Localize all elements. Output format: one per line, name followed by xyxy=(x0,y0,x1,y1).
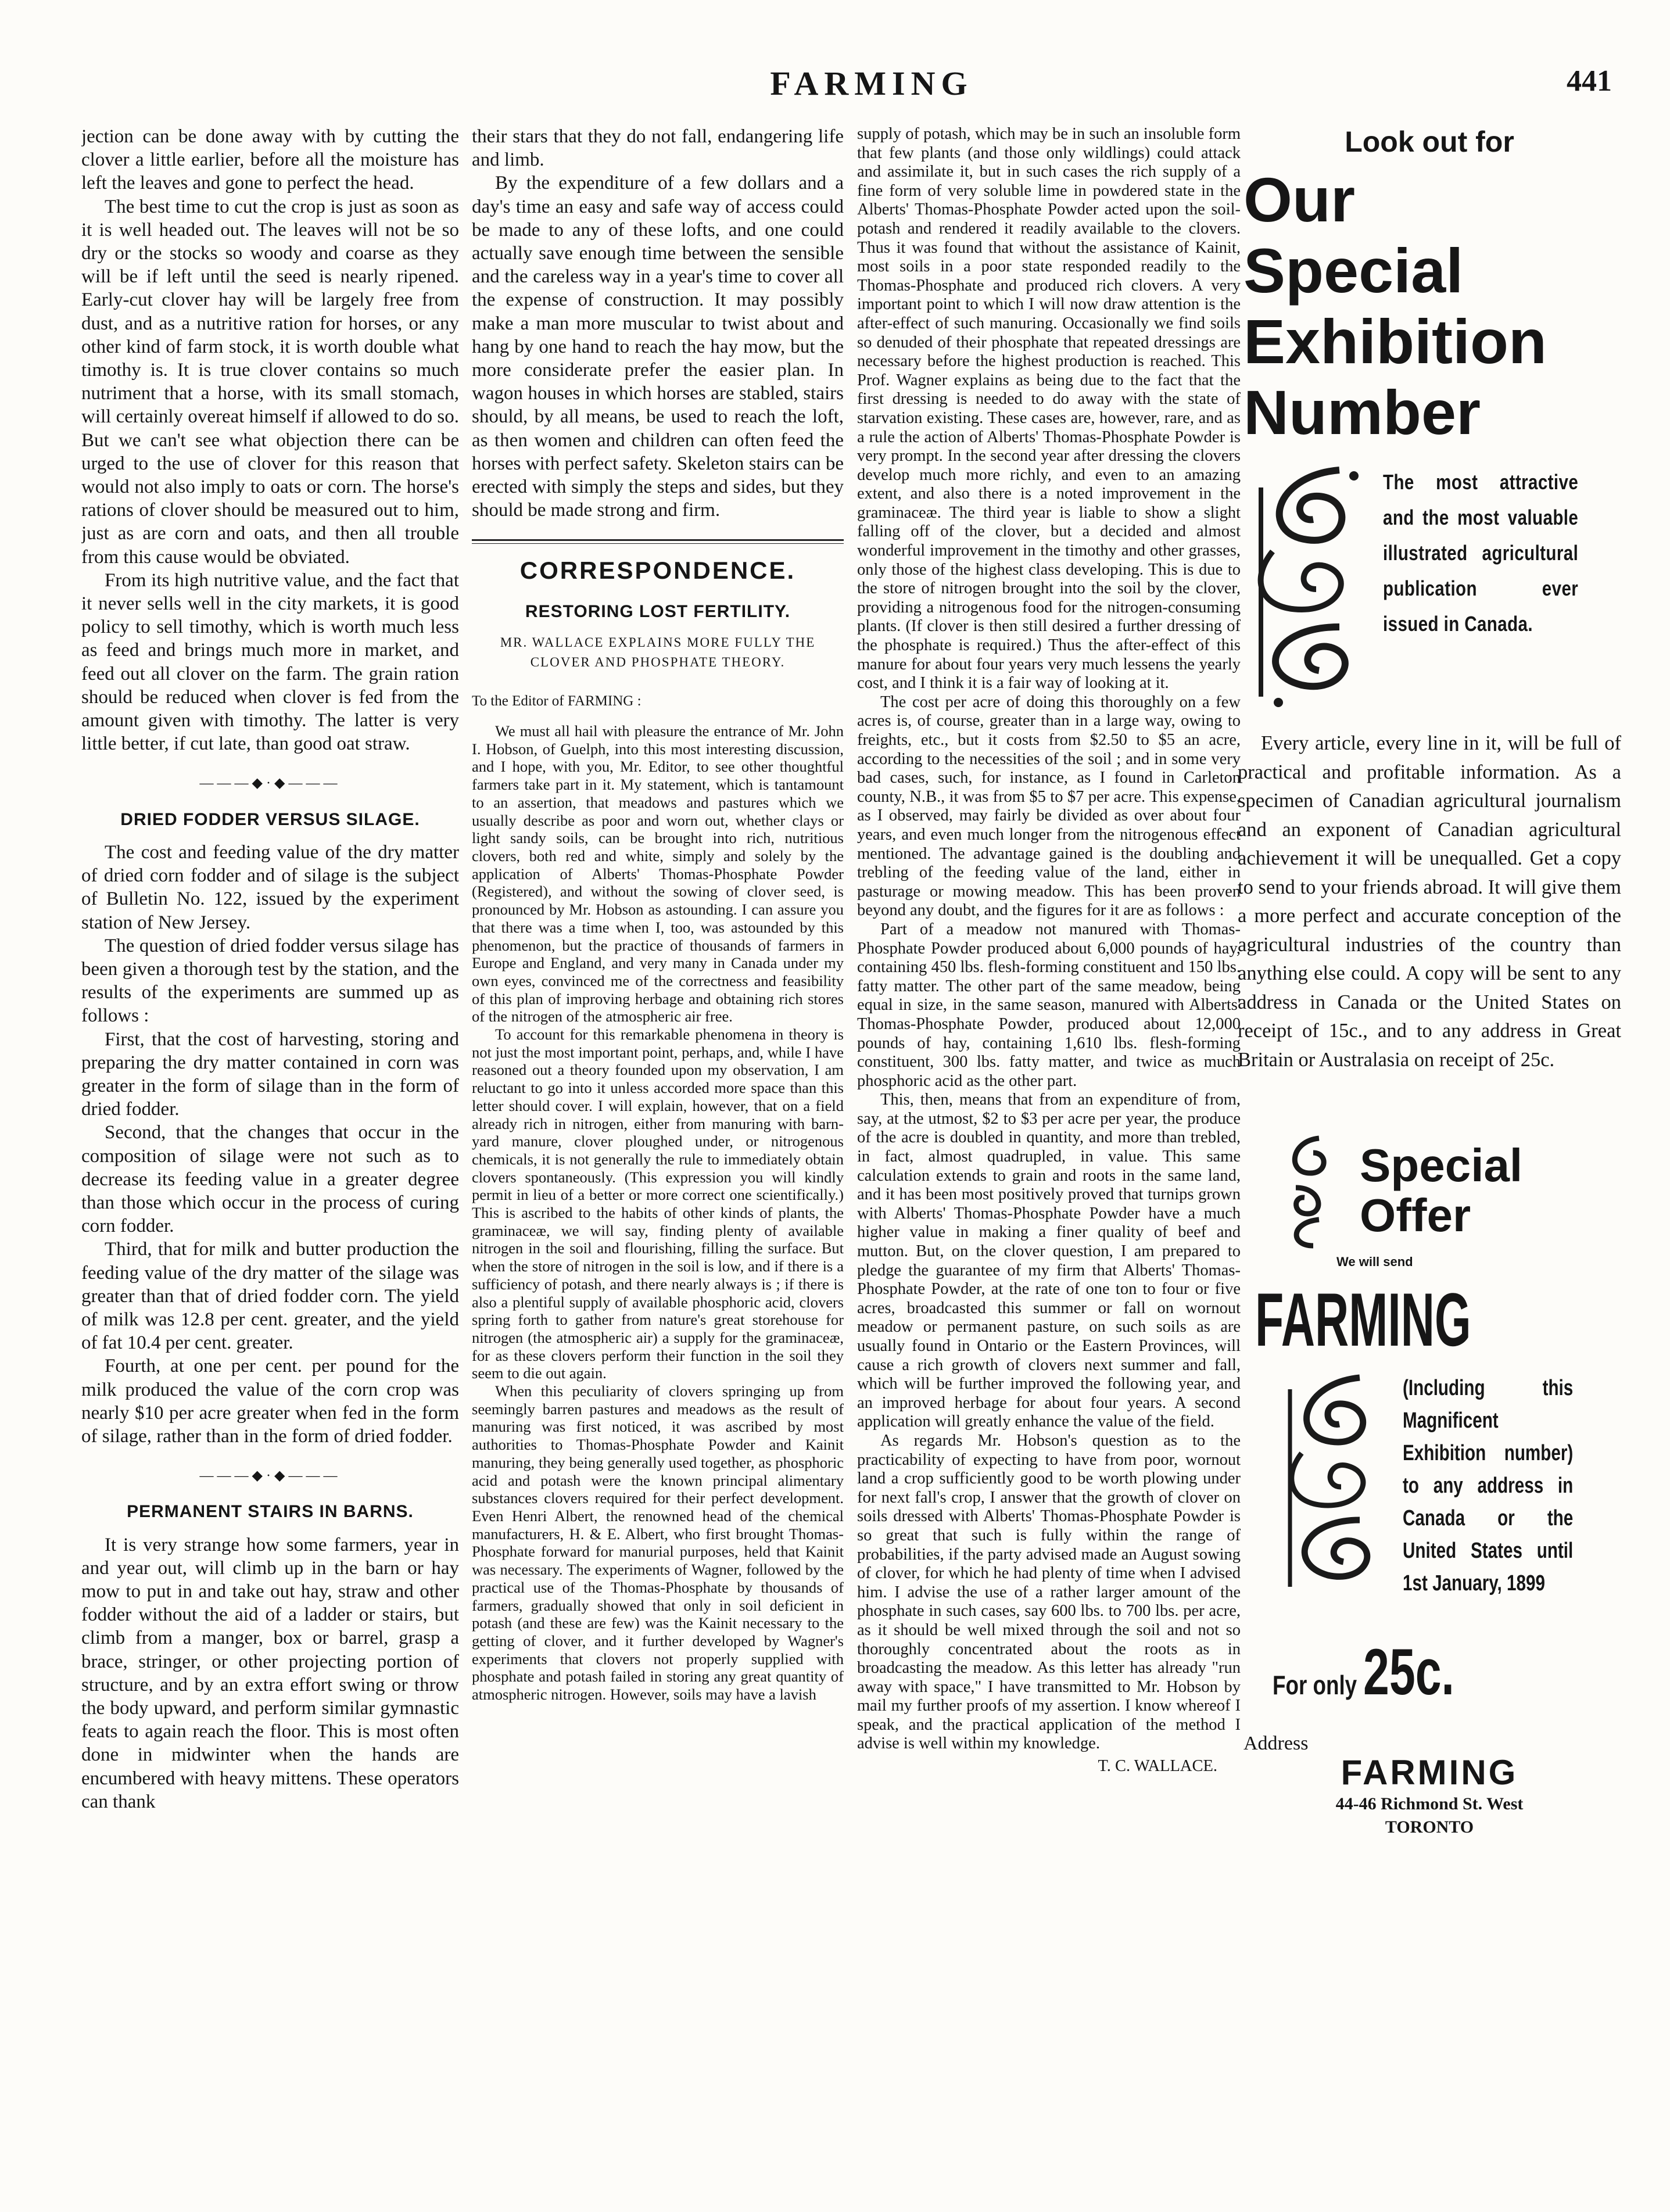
salutation: To the Editor of FARMING : xyxy=(472,693,642,709)
running-title: FARMING xyxy=(770,64,973,102)
page-header xyxy=(0,64,1670,110)
offer-title-line: Special xyxy=(1360,1139,1523,1191)
scroll-ornament-icon xyxy=(1273,1372,1389,1593)
ad-headline-line: Special xyxy=(1243,235,1464,306)
paragraph: As regards Mr. Hobson's question as to the practicability of expecting to have from poor, wornout land a crop sufficiently good to be worth plowing under for next fall's crop, I answer that the growth of clover on soils dressed with Alberts' Thomas-Phosphate Powder is so great that such is fully within the range of probabilities, if the party advised made an August sowing of clover, for which he had plenty of time when I advised him. I advise the use of a rather larger amount of the phosphate in such cases, say 600 lbs. to 700 lbs. per acre, as it should be well mixed through the soil and not so thoroughly concentrated about the roots as in broadcasting the meadow. As this letter has already "run away with space," I have transmitted to Mr. Hobson by mail my further proofs of my assertion. I know whereof I speak, and the practical application of the method I advise is well within my knowledge. xyxy=(857,1431,1241,1753)
farming-masthead: FARMING xyxy=(1255,1277,1471,1362)
paragraph: From its high nutritive value, and the fact that it never sells well in the city markets, it is good policy to sell timothy, which is worth much less as feed and brings much more in market, and feed out all clover on the farm. The grain ration should be reduced when clover is fed from the amount given with timothy. The latter is very little better, if cut late, than good oat straw. xyxy=(81,569,459,755)
article-subtitle: MR. WALLACE EXPLAINS MORE FULLY THE CLOVER AND PHOSPHATE THEORY. xyxy=(500,634,816,669)
scroll-ornament-icon xyxy=(1238,464,1371,708)
paragraph: Fourth, at one per cent. per pound for the milk produced the value of the corn crop was nearly $10 per acre greater when fed in the form of silage, rather than in the form of dried fodder. xyxy=(81,1356,459,1447)
column-2 xyxy=(472,125,844,2193)
article-headline-silage: DRIED FODDER VERSUS SILAGE. xyxy=(120,809,420,829)
paragraph: Part of a meadow not manured with Thomas-Phosphate Powder produced about 6,000 pounds of hay, containing 450 lbs. flesh-forming constituent and 150 lbs. fatty matter. The other part of the same meadow, being equal in size, in the same season, manured with Alberts' Thomas-Phosphate Powder, produced about 12,000 pounds of hay, containing 1,610 lbs. flesh-forming constituent, 300 lbs. fatty matter, and twice as much phosphoric acid as the other part. xyxy=(857,920,1241,1090)
ad-body xyxy=(1238,729,1621,1074)
will-send-label: We will send xyxy=(1336,1254,1413,1269)
signature: T. C. WALLACE. xyxy=(1098,1757,1217,1776)
paragraph: The question of dried fodder versus silage has been given a thorough test by the station, and the results of the experiments are summed up as follows : xyxy=(81,935,459,1027)
article-headline-fertility: RESTORING LOST FERTILITY. xyxy=(525,601,791,621)
paragraph: First, that the cost of harvesting, storing and preparing the dry matter contained in corn was greater in the form of silage than in the form of dried fodder. xyxy=(81,1028,459,1120)
including-block xyxy=(1273,1372,1621,1600)
offer-title-line: Offer xyxy=(1360,1189,1471,1241)
publisher-city: TORONTO xyxy=(1385,1817,1474,1837)
column-1 xyxy=(81,125,459,2193)
ad-lookout: Look out for xyxy=(1345,126,1514,158)
paragraph: Third, that for milk and butter production the feeding value of the dry matter of the silage was greater than that of dried fodder corn. The yield of milk was 12.8 per cent. greater, and the yield of fat 10.4 per cent. greater. xyxy=(81,1239,459,1354)
advertisement xyxy=(1238,125,1621,2193)
paragraph: Every article, every line in it, will be full of practical and profitable information. As a specimen of Canadian agricultural journalism and an exponent of Canadian agricultural achievement it will be unequalled. Get a copy to send to your friends abroad. It will give them a more perfect and accurate conception of the agricultural industries of the country than anything else could. A copy will be sent to any address in Canada or the United States on receipt of 15c., and to any address in Great Britain or Australasia on receipt of 25c. xyxy=(1238,732,1621,1071)
paragraph: supply of potash, which may be in such an insoluble form that few plants (and those only wildlings) could attack and assimilate it, but in such cases the rich supply of a fine form of very soluble lime in powdered state in the Alberts' Thomas-Phosphate Powder acted upon the soil-potash and rendered it readily available to the clovers. Thus it was found that without the assistance of Kainit, most soils in a poor state responded readily to the Thomas-Phosphate and produced rich clovers. A very important point to which I will now draw attention is the after-effect of such manuring. Occasionally we find soils so denuded of their phosphate that repeated dressings are necessary before the highest production is reached. This Prof. Wagner explains as being due to the fact that the first dressing is needed to do away with the state of starvation existing. These cases are, however, rare, and as a rule the action of Alberts' Thomas-Phosphate Powder is very prompt. In the second year after dressing the clovers develop much more richly, and even to an amazing extent, and also there is a noted improvement in the graminaceæ. The third year is liable to show a slight falling off of the clover, but a decided and almost wonderful improvement in the timothy and other grasses, only those of the highest class developing. This is due to the store of nitrogen brought into the soil by the clover, providing a nitrogenous food for the nitrogen-consuming plants. (If clover is then still desired a further dressing of the phosphate is required.) Thus the after-effect of this manure for about four years very much lessens the yearly cost, and I think it is a fair way of looking at it. xyxy=(857,125,1241,693)
section-separator: ———◆·◆——— xyxy=(199,776,341,791)
paragraph: When this peculiarity of clovers springing up from seemingly barren pastures and meadows as the result of manuring was first noticed, it was ascribed by most authorities to Thomas-Phosphate Powder and Kainit manuring, they being generally used together, as phosphoric acid and potash were the known principal alimentary substances clovers required for their perfect development. Even Henri Albert, the renowned head of the chemical manufacturers, H. & E. Albert, who first brought Thomas-Phosphate forward for manurial purposes, held that Kainit was necessary. The experiments of Wagner, followed by the practical use of the Thomas-Phosphate by thousands of farmers, gradually showed that only in soil deficient in potash (and these are few) was the Kainit necessary to the getting of clover, and it further developed by Wagner's experiments that clovers not properly supplied with phosphate and potash failed in storing any great quantity of atmospheric nitrogen. However, soils may have a lavish xyxy=(472,1382,844,1704)
paragraph: To account for this remarkable phenomena in theory is not just the most important point, perhaps, and, while I have reasoned out a theory founded upon my observation, I am reluctant to go into it unless accorded more space than this letter should cover. I will explain, however, that on a field already rich in nitrogen, either from manuring with barn-yard manure, clover ploughed under, or nitrogenous chemicals, it is not generally the rule to immediately obtain clovers spontaneously. (This expression you will kindly permit in lieu of a better or more correct one scientifically.) This is ascribed to the habits of other kinds of plants, the graminaceæ, we will say, finding plenty of available nitrogen in the soil and flourishing, filling the surface. But when the store of nitrogen in the soil is low, and if there is a sufficiency of potash, and there nearly always is ; if there is also a plentiful supply of available phosphoric acid, clovers spring forth to gather from nature's great storehouse for nitrogen (the atmospheric air) a supply for the graminaceæ, for as these clovers perform their function in the soil they seem to die out again. xyxy=(472,1026,844,1382)
ad-headline-line: Number xyxy=(1243,377,1481,447)
paragraph: their stars that they do not fall, endangering life and limb. xyxy=(472,126,844,171)
paragraph: The best time to cut the crop is just as soon as it is well headed out. The leaves will not be so dry or the stocks so woody and coarse as they will be if left until the seed is nearly ripened. Early-cut clover hay will be largely free from dust, and as a nutritive ration for horses, or any other kind of farm stock, it is worth double what timothy is. It is true clover contains so much nutriment that a horse, with its small stomach, will certainly overeat himself if allowed to do so. But we can't see what objection there can be urged to the use of clover for this reason that would not also imply to oats or corn. The horse's rations of clover should be measured out to him, just as are corn and oats, and then all trouble from this cause would be obviated. xyxy=(81,196,459,568)
section-separator: ———◆·◆——— xyxy=(199,1468,341,1484)
ad-headline-line: Our xyxy=(1243,164,1356,235)
address-label: Address xyxy=(1243,1733,1309,1754)
ad-headline-line: Exhibition xyxy=(1243,306,1547,377)
paragraph: We must all hail with pleasure the entrance of Mr. John I. Hobson, of Guelph, into this most interesting discussion, and I hope, with you, Mr. Editor, to see other thoughtful farmers take part in it. My statement, which is tantamount to an assertion, that meadows and pastures which we usually describe as poor and worn out, whether clays or light sandy soils, can be brought into rich, nutritious clovers, both red and white, simply and solely by the application of Alberts' Thomas-Phosphate Powder (Registered), and without the sowing of clover seed, is pronounced by Mr. Hobson as astounding. I can assure you that there was a time when I, too, was astounded by this phenomenon, but the practice of thousands of farmers in Europe and England, and very many in Canada under my own eyes, convinced me of the correctness and feasibility of this plan of improving herbage and obtaining rich stores of the nitrogen of the atmospheric air free. xyxy=(472,722,844,1026)
including-text: (Including this Magnificent Exhibition number) to any address in Canada or the United States until 1st January, 1899 xyxy=(1403,1376,1574,1596)
paragraph: The cost and feeding value of the dry matter of dried corn fodder and of silage is the subject of Bulletin No. 122, issued by the experiment station of New Jersey. xyxy=(81,841,459,933)
scroll-ornament-icon xyxy=(1278,1132,1336,1249)
publisher-name: FARMING xyxy=(1341,1753,1518,1792)
section-title: CORRESPONDENCE. xyxy=(519,557,796,585)
page-number: 441 xyxy=(1567,64,1612,98)
column-3 xyxy=(857,125,1241,2193)
offer-block xyxy=(1278,1132,1621,1249)
paragraph: Second, that the changes that occur in the composition of silage were not such as to decrease its feeding value in a greater degree than those which occur in the process of curing corn fodder. xyxy=(81,1122,459,1237)
section-rule xyxy=(472,539,844,544)
paragraph: By the expenditure of a few dollars and a day's time an easy and safe way of access could be made to any of these lofts, and one could actually save enough time between the sensible and the careless way in a year's time to cover all the expense of construction. It may possibly make a man more muscular to twist about and hang by one hand to reach the hay mow, but the more considerate prefer the easier plan. In wagon houses in which horses are stabled, stairs should, by all means, be used to reach the loft, as then women and children can often feed the horses with perfect safety. Skeleton stairs can be erected with simply the steps and sides, but they should be made strong and firm. xyxy=(472,173,844,521)
ad-feature-block xyxy=(1238,464,1621,708)
paragraph: The cost per acre of doing this thoroughly on a few acres is, of course, greater than in a large way, owing to freights, etc., but it costs from $2.50 to $5 an acre, according to the necessities of the soil ; and in some very bad cases, such, for instance, as I found in Carleton county, N.B., it was from $5 to $7 per acre. This expense, as I observed, may fairly be divided as over about four years, and even much longer from the nitrogenous effect mentioned. The advantage gained is the doubling and trebling of the feeding value of the land, either in pasturage or mowing meadow. This has been proven beyond any doubt, and the figures for it are as follows : xyxy=(857,693,1241,920)
paragraph: It is very strange how some farmers, year in and year out, will climb up in the barn or hay mow to put in and take out hay, straw and other fodder without the aid of a ladder or stairs, but climb from a manger, box or barrel, grasp a brace, stringer, or other projecting portion of structure, and by an extra effort swing or throw the body upward, and perform similar gymnastic feats to again reach the floor. This is most often done in midwinter when the hands are encumbered with heavy mittens. These operators can thank xyxy=(81,1534,459,1812)
price-value: 25c. xyxy=(1363,1636,1454,1708)
paragraph: jection can be done away with by cutting the clover a little earlier, before all the moisture has left the leaves and gone to perfect the head. xyxy=(81,126,459,194)
price-label: For only xyxy=(1273,1670,1357,1700)
price-block xyxy=(1273,1634,1621,1709)
ad-description: The most attractive and the most valuable illustrated agricultural publication ever issued in Canada. xyxy=(1383,470,1579,636)
paragraph: This, then, means that from an expenditure of from, say, at the utmost, $2 to $3 per acre per year, the produce of the acre is doubled in quantity, and more than trebled, in fact, almost quadrupled, in value. This same calculation extends to grain and roots in the same land, and it has been most positively proved that turnips grown with Alberts' Thomas-Phosphate Powder have a much higher value in making a finer quality of beef and mutton. But, on the clover question, I am prepared to pledge the guarantee of my firm that Alberts' Thomas-Phosphate Powder, at the rate of one ton to four or five acres, broadcasted this summer or fall on wornout meadow or permanent pasture, on such soils as are usually found in Ontario or the Eastern Provinces, will cause a rich growth of clovers next summer and fall, which will be further improved the following year, and an improved herbage for about four years. A second application will greatly enhance the value of the field. xyxy=(857,1091,1241,1431)
publisher-street: 44-46 Richmond St. West xyxy=(1335,1794,1524,1813)
article-headline-stairs: PERMANENT STAIRS IN BARNS. xyxy=(127,1502,414,1522)
